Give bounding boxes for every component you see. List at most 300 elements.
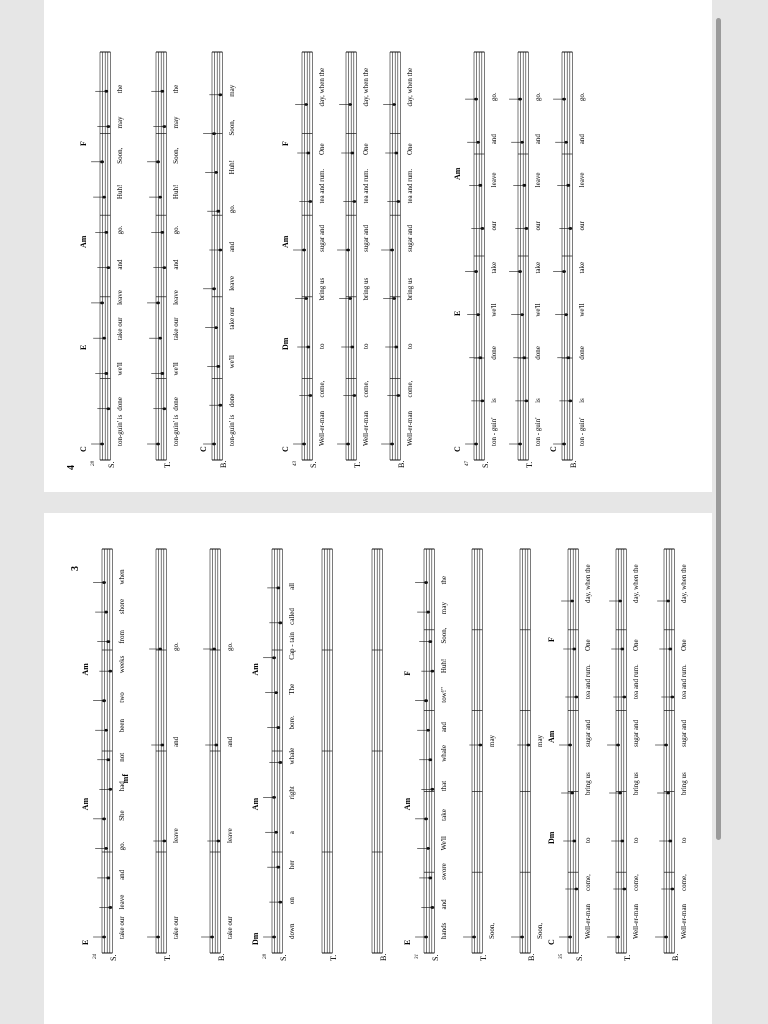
lyric-syllable: leave xyxy=(490,172,498,188)
note-head xyxy=(218,93,222,96)
staff xyxy=(372,549,388,961)
lyric-syllable: all xyxy=(288,582,296,590)
note-head xyxy=(106,407,110,410)
note-head xyxy=(104,231,108,234)
staff xyxy=(509,52,542,468)
note-head xyxy=(394,152,398,155)
note-head xyxy=(108,906,112,909)
note-head xyxy=(390,249,394,252)
lyric-syllable: bring us xyxy=(406,277,414,301)
lyric-syllable: go. xyxy=(116,225,124,235)
lyric-syllable: bring us xyxy=(584,772,592,795)
lyric-syllable: we'll xyxy=(116,362,124,376)
note-head xyxy=(350,346,354,349)
chord-symbol: Am xyxy=(79,235,88,248)
lyric-syllable: leave xyxy=(172,828,180,843)
lyric-syllable: ton - guin' xyxy=(534,417,542,446)
note-head xyxy=(428,758,432,761)
lyric-syllable: and xyxy=(172,736,180,747)
lyric-syllable: done xyxy=(490,346,498,360)
lyric-syllable: swore xyxy=(440,863,448,880)
note-head xyxy=(568,936,572,939)
note-head xyxy=(568,744,572,747)
lyric-syllable: ton-guin' is xyxy=(116,414,124,446)
lyric-syllable: and xyxy=(118,869,126,880)
note-head xyxy=(428,640,432,643)
lyric-syllable: is xyxy=(534,398,542,403)
note-head xyxy=(212,287,216,290)
lyric-syllable: go. xyxy=(172,225,180,235)
lyric-syllable: weeks xyxy=(118,655,126,674)
lyric-syllable: bring us xyxy=(318,277,326,301)
note-head xyxy=(430,670,434,673)
note-head xyxy=(562,98,566,101)
lyric-syllable: when xyxy=(118,569,126,585)
note-head xyxy=(616,744,620,747)
chord-symbol: E xyxy=(453,310,462,316)
staff xyxy=(463,549,496,961)
note-head xyxy=(102,337,106,340)
note-head xyxy=(474,98,478,101)
note-head xyxy=(480,227,484,230)
note-head xyxy=(346,249,350,252)
lyric-syllable: go. xyxy=(490,92,498,102)
lyric-syllable: that xyxy=(440,780,448,792)
lyric-syllable: leave xyxy=(534,172,542,188)
lyric-syllable: take our xyxy=(226,916,234,939)
note-head xyxy=(212,648,216,651)
lyric-syllable: and xyxy=(226,736,234,747)
lyric-syllable: to xyxy=(680,837,688,843)
note-head xyxy=(522,356,526,359)
note-head xyxy=(568,227,572,230)
note-head xyxy=(670,696,674,699)
lyric-syllable: One xyxy=(680,639,688,651)
score-page-4 xyxy=(44,0,712,492)
chord-symbol: C xyxy=(199,446,208,452)
note-head xyxy=(520,936,524,939)
chord-symbol: Am xyxy=(453,167,462,180)
staff xyxy=(147,549,180,961)
lyric-syllable: we'll xyxy=(578,303,586,317)
lyric-syllable: done xyxy=(534,346,542,360)
lyric-syllable: Huh! xyxy=(172,184,180,200)
note-head xyxy=(572,840,576,843)
note-head xyxy=(480,399,484,402)
note-head xyxy=(564,141,568,144)
lyric-syllable: Well-er-man xyxy=(584,903,592,939)
chord-symbol: E xyxy=(81,939,90,945)
note-head xyxy=(274,831,278,834)
note-head xyxy=(158,337,162,340)
lyric-syllable: we'll xyxy=(534,303,542,317)
lyric-syllable: take xyxy=(578,261,586,274)
lyric-syllable: may xyxy=(440,602,448,615)
note-head xyxy=(390,443,394,446)
lyric-syllable: our xyxy=(578,221,586,231)
voice-label: T. xyxy=(329,954,338,961)
lyric-syllable: Well-er-man xyxy=(406,410,414,446)
lyric-syllable: tea and rum. xyxy=(406,168,414,204)
lyric-syllable: is xyxy=(578,398,586,403)
lyric-syllable: leave xyxy=(172,290,180,305)
note-head xyxy=(348,297,352,300)
staff xyxy=(607,549,640,961)
staff xyxy=(549,52,586,468)
note-head xyxy=(618,792,622,795)
lyric-syllable: take our xyxy=(172,317,180,341)
note-head xyxy=(306,346,310,349)
note-head xyxy=(278,761,282,764)
lyric-syllable: been xyxy=(118,719,126,733)
note-head xyxy=(428,877,432,880)
voice-label: T. xyxy=(353,461,362,468)
chord-symbol: Am xyxy=(251,663,260,676)
note-head xyxy=(478,356,482,359)
measure-number: 24 xyxy=(93,954,98,959)
note-head xyxy=(348,103,352,106)
chord-symbol: C xyxy=(281,446,290,452)
lyric-syllable: called xyxy=(288,608,296,625)
note-head xyxy=(104,729,108,732)
note-head xyxy=(304,103,308,106)
lyric-syllable: We'll xyxy=(440,836,448,851)
lyric-syllable: the xyxy=(172,84,180,94)
note-head xyxy=(570,600,574,603)
note-head xyxy=(104,90,108,93)
note-head xyxy=(214,171,218,174)
note-head xyxy=(102,699,106,702)
lyric-syllable: right xyxy=(288,786,296,800)
note-head xyxy=(210,936,214,939)
lyric-syllable: day, when the xyxy=(406,67,414,107)
note-head xyxy=(574,888,578,891)
lyric-syllable: done xyxy=(116,397,124,411)
note-head xyxy=(474,270,478,273)
chord-symbol: C xyxy=(453,446,462,452)
note-head xyxy=(106,640,110,643)
measure-number: 28 xyxy=(263,954,268,959)
lyric-syllable: tow!" xyxy=(440,686,448,703)
lyric-syllable: tea and rum. xyxy=(318,168,326,204)
lyric-syllable: day, when the xyxy=(680,564,688,603)
note-head xyxy=(160,231,164,234)
lyric-syllable: Soon, xyxy=(116,147,124,164)
note-head xyxy=(472,936,476,939)
note-head xyxy=(522,184,526,187)
lyric-syllable: not xyxy=(118,752,126,762)
lyric-syllable: and xyxy=(578,134,586,145)
note-head xyxy=(426,847,430,850)
note-head xyxy=(426,611,430,614)
lyric-syllable: come, xyxy=(680,874,688,891)
chord-symbol: Am xyxy=(403,797,412,811)
lyric-syllable: sugar and xyxy=(318,224,326,252)
note-head xyxy=(620,840,624,843)
lyric-syllable: may xyxy=(488,734,496,747)
lyric-syllable: ton - guin' xyxy=(578,417,586,446)
staff xyxy=(381,52,414,468)
lyric-syllable: Soon, xyxy=(228,119,236,136)
lyric-syllable: One xyxy=(584,639,592,651)
page-3-music xyxy=(44,513,712,1024)
note-head xyxy=(566,356,570,359)
note-head xyxy=(274,691,278,694)
lyric-syllable: The xyxy=(288,683,296,695)
note-head xyxy=(216,210,220,213)
lyric-syllable: bring us xyxy=(680,772,688,795)
chord-symbol: F xyxy=(547,637,556,642)
lyric-syllable: tea and rum. xyxy=(584,664,592,699)
lyric-syllable: is xyxy=(490,398,498,403)
note-head xyxy=(278,621,282,624)
note-head xyxy=(276,726,280,729)
note-head xyxy=(520,313,524,316)
lyric-syllable: and xyxy=(116,259,124,270)
lyric-syllable: down xyxy=(288,923,296,939)
note-head xyxy=(156,302,160,305)
score-system xyxy=(547,549,688,961)
voice-label: B. xyxy=(569,460,578,468)
lyric-syllable: come, xyxy=(406,380,414,398)
note-head xyxy=(562,443,566,446)
lyric-syllable: the xyxy=(440,575,448,585)
note-head xyxy=(272,656,276,659)
voice-label: T. xyxy=(479,954,488,961)
measure-number: 31 xyxy=(415,954,420,959)
lyric-syllable: day, when the xyxy=(632,564,640,603)
note-head xyxy=(104,847,108,850)
lyric-syllable: tea and rum. xyxy=(680,664,688,699)
voice-label: S. xyxy=(107,461,116,468)
note-head xyxy=(102,581,106,584)
voice-label: S. xyxy=(575,954,584,961)
note-head xyxy=(668,840,672,843)
note-head xyxy=(476,141,480,144)
score-system xyxy=(453,52,586,468)
note-head xyxy=(106,266,110,269)
note-head xyxy=(156,160,160,163)
voice-label: B. xyxy=(671,953,680,961)
note-head xyxy=(396,200,400,203)
note-head xyxy=(102,196,106,199)
lyric-syllable: our xyxy=(490,221,498,231)
lyric-syllable: her xyxy=(288,860,296,870)
note-head xyxy=(276,587,280,590)
lyric-syllable: take xyxy=(440,809,448,821)
lyric-syllable: sugar and xyxy=(362,224,370,252)
voice-label: S. xyxy=(431,954,440,961)
note-head xyxy=(524,399,528,402)
lyric-syllable: the xyxy=(116,84,124,94)
note-head xyxy=(474,443,478,446)
note-head xyxy=(302,443,306,446)
page-number: 3 xyxy=(70,566,81,571)
lyric-syllable: Well-er-man xyxy=(318,410,326,446)
staff xyxy=(147,52,180,468)
note-head xyxy=(108,788,112,791)
staff xyxy=(655,549,688,961)
note-head xyxy=(622,888,626,891)
lyric-syllable: day, when the xyxy=(318,67,326,107)
chord-symbol: Am xyxy=(547,730,556,743)
lyric-syllable: come, xyxy=(632,874,640,891)
note-head xyxy=(426,729,430,732)
note-head xyxy=(216,365,220,368)
staff xyxy=(201,549,234,961)
note-head xyxy=(212,443,216,446)
note-head xyxy=(158,648,162,651)
note-head xyxy=(424,581,428,584)
lyric-syllable: had xyxy=(118,781,126,792)
lyric-syllable: sugar and xyxy=(632,719,640,747)
lyric-syllable: from xyxy=(118,630,126,644)
voice-label: S. xyxy=(279,954,288,961)
lyric-syllable: sugar and xyxy=(406,224,414,252)
chord-symbol: C xyxy=(547,939,556,945)
lyric-syllable: leave xyxy=(228,276,236,291)
lyric-syllable: to xyxy=(632,837,640,843)
lyric-syllable: Well-er-man xyxy=(680,903,688,939)
note-head xyxy=(478,744,482,747)
note-head xyxy=(276,866,280,869)
note-head xyxy=(100,443,104,446)
note-head xyxy=(668,648,672,651)
lyric-syllable: leave xyxy=(118,894,126,910)
note-head xyxy=(346,443,350,446)
note-head xyxy=(272,796,276,799)
lyric-syllable: Soon, xyxy=(440,627,448,644)
lyric-syllable: and xyxy=(172,259,180,270)
note-head xyxy=(100,302,104,305)
note-head xyxy=(566,184,570,187)
lyric-syllable: take our xyxy=(172,916,180,939)
note-head xyxy=(518,98,522,101)
lyric-syllable: sugar and xyxy=(680,719,688,747)
note-head xyxy=(618,600,622,603)
lyric-syllable: Soon, xyxy=(536,922,544,939)
staff xyxy=(415,549,448,961)
note-head xyxy=(430,788,434,791)
lyric-syllable: One xyxy=(406,143,414,155)
lyric-syllable: whale xyxy=(440,745,448,762)
lyric-syllable: and xyxy=(440,722,448,733)
lyric-syllable: take xyxy=(534,261,542,274)
lyric-syllable: day, when the xyxy=(584,564,592,603)
note-head xyxy=(104,611,108,614)
note-head xyxy=(160,372,164,375)
lyric-syllable: sugar and xyxy=(584,719,592,747)
lyric-syllable: Well-er-man xyxy=(362,410,370,446)
lyric-syllable: Cap - tain xyxy=(288,632,296,660)
note-head xyxy=(218,249,222,252)
note-head xyxy=(162,125,166,128)
lyric-syllable: go. xyxy=(226,642,234,651)
lyric-syllable: come, xyxy=(318,380,326,398)
lyric-syllable: go. xyxy=(578,92,586,102)
voice-label: B. xyxy=(397,460,406,468)
lyric-syllable: and xyxy=(440,899,448,910)
chord-symbol: F xyxy=(79,141,88,146)
staff xyxy=(511,549,544,961)
note-head xyxy=(214,326,218,329)
note-head xyxy=(392,103,396,106)
voice-label: S. xyxy=(481,461,490,468)
note-head xyxy=(306,152,310,155)
lyric-syllable: our xyxy=(534,221,542,231)
lyric-syllable: bore. xyxy=(288,715,296,730)
lyric-syllable: to xyxy=(362,343,370,349)
chord-symbol: Am xyxy=(251,797,260,811)
note-head xyxy=(350,152,354,155)
note-head xyxy=(302,249,306,252)
lyric-syllable: ton-guin' is xyxy=(172,414,180,446)
note-head xyxy=(430,906,434,909)
lyric-syllable: done xyxy=(578,346,586,360)
lyric-syllable: leave xyxy=(116,290,124,305)
page-number: 4 xyxy=(66,465,77,470)
staff xyxy=(322,549,338,961)
dynamic-marking: mf xyxy=(121,773,130,784)
chord-symbol: Am xyxy=(281,235,290,248)
score-system xyxy=(79,52,236,468)
note-head xyxy=(352,394,356,397)
note-head xyxy=(622,696,626,699)
lyric-syllable: and xyxy=(534,134,542,145)
staff xyxy=(263,549,296,961)
note-head xyxy=(568,399,572,402)
lyric-syllable: go. xyxy=(172,642,180,651)
note-head xyxy=(666,792,670,795)
lyric-syllable: come, xyxy=(584,874,592,891)
lyric-syllable: may xyxy=(228,84,236,97)
voice-label: S. xyxy=(109,954,118,961)
chord-symbol: F xyxy=(403,670,412,676)
score-system xyxy=(81,549,234,961)
chord-symbol: E xyxy=(79,344,88,350)
voice-label: B. xyxy=(379,953,388,961)
note-head xyxy=(424,699,428,702)
lyric-syllable: done xyxy=(172,397,180,411)
chord-symbol: Dm xyxy=(281,337,290,350)
lyric-syllable: bring us xyxy=(362,277,370,301)
staff xyxy=(559,549,592,961)
voice-label: T. xyxy=(525,461,534,468)
note-head xyxy=(272,936,276,939)
note-head xyxy=(216,840,220,843)
lyric-syllable: and xyxy=(228,241,236,252)
note-head xyxy=(160,90,164,93)
chord-symbol: Am xyxy=(81,797,90,811)
note-head xyxy=(102,817,106,820)
chord-symbol: Dm xyxy=(251,932,260,945)
staff xyxy=(293,52,326,468)
lyric-syllable: leave xyxy=(578,172,586,188)
note-head xyxy=(666,600,670,603)
lyric-syllable: One xyxy=(318,143,326,155)
lyric-syllable: come, xyxy=(362,380,370,398)
lyric-syllable: shore xyxy=(118,598,126,615)
lyric-syllable: ton - guin' xyxy=(490,417,498,446)
note-head xyxy=(160,744,164,747)
lyric-syllable: One xyxy=(362,143,370,155)
vertical-scrollbar[interactable] xyxy=(716,18,721,840)
lyric-syllable: Soon, xyxy=(488,922,496,939)
note-head xyxy=(526,744,530,747)
lyric-syllable: we'll xyxy=(490,303,498,317)
note-head xyxy=(156,936,160,939)
voice-label: T. xyxy=(623,954,632,961)
